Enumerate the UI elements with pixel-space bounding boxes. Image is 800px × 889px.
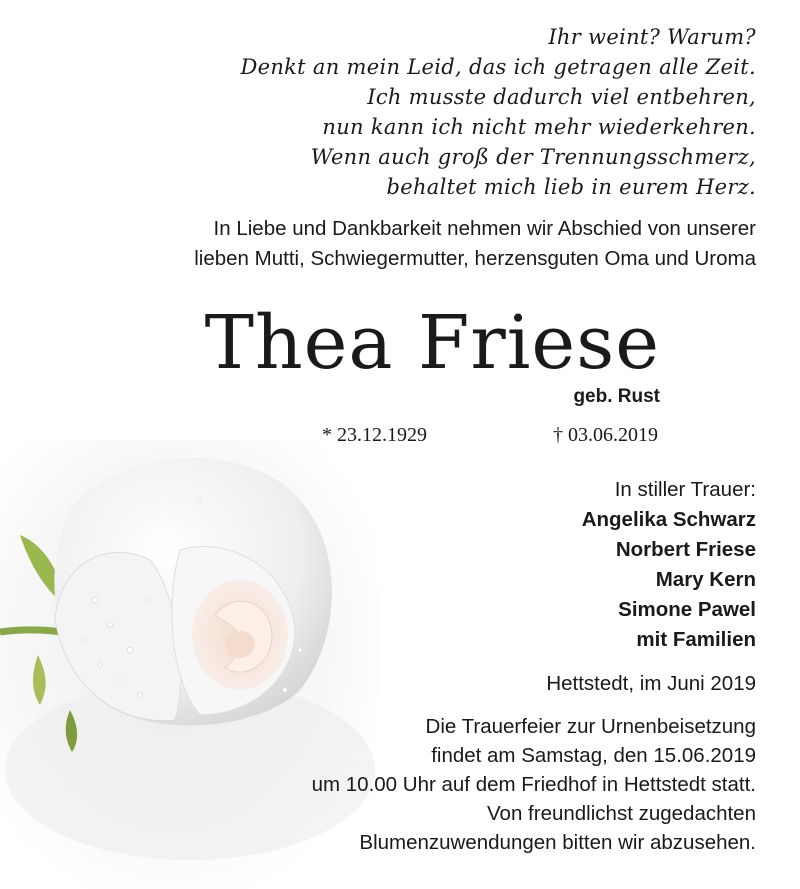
poem-line: Wenn auch groß der Trennungsschmerz, (310, 145, 756, 169)
details-line: findet am Samstag, den 15.06.2019 (431, 744, 756, 767)
intro-line: lieben Mutti, Schwiegermutter, herzensguten Oma und Uroma (194, 247, 756, 270)
poem-line: nun kann ich nicht mehr wiederkehren. (322, 115, 756, 139)
details-line: Die Trauerfeier zur Urnenbeisetzung (425, 715, 756, 738)
white-rose-image (0, 440, 380, 889)
mourner-name: Norbert Friese (615, 538, 756, 561)
intro-line: In Liebe und Dankbarkeit nehmen wir Abschied von unserer (213, 217, 756, 240)
details-line: Blumenzuwendungen bitten wir abzusehen. (359, 831, 756, 854)
poem-line: behaltet mich lieb in eurem Herz. (386, 175, 756, 199)
mourner-name: mit Familien (636, 628, 756, 651)
poem-line: Denkt an mein Leid, das ich getragen alle Zeit. (240, 55, 756, 79)
mourner-name: Simone Pawel (618, 598, 756, 621)
mourners-heading: In stiller Trauer: (614, 478, 756, 501)
poem-line: Ich musste dadurch viel entbehren, (367, 85, 756, 109)
details-line: Von freundlichst zugedachten (487, 802, 756, 825)
death-date: † 03.06.2019 (553, 424, 658, 446)
details-line: um 10.00 Uhr auf dem Friedhof in Hettstedt statt. (311, 773, 756, 796)
poem-line: Ihr weint? Warum? (548, 25, 756, 49)
mourner-name: Angelika Schwarz (581, 508, 756, 531)
deceased-name: Thea Friese (204, 300, 660, 386)
mourner-name: Mary Kern (655, 568, 756, 591)
maiden-name: geb. Rust (573, 386, 660, 407)
place-date: Hettstedt, im Juni 2019 (546, 672, 756, 695)
birth-date: * 23.12.1929 (322, 424, 427, 446)
